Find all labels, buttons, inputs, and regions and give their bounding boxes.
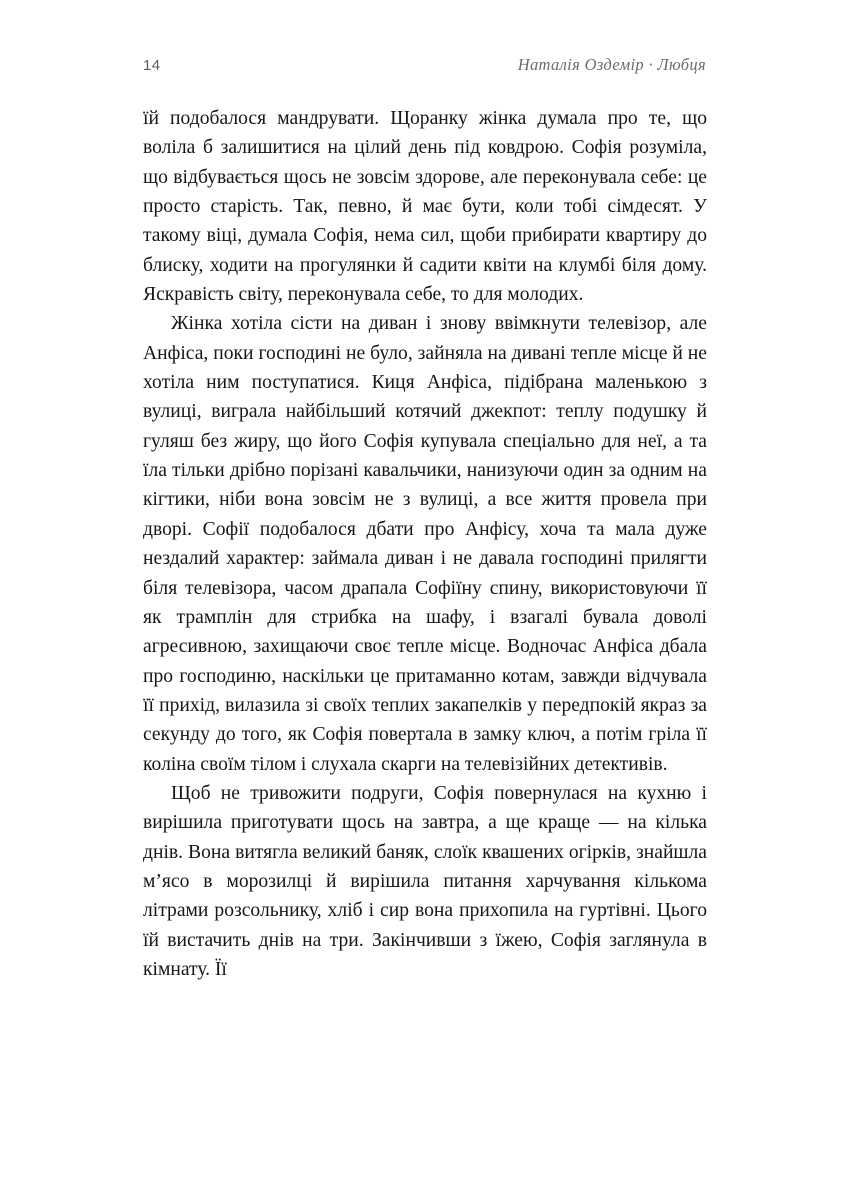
running-title: Наталія Оздемір · Любця bbox=[517, 55, 706, 74]
paragraph: Щоб не тривожити подруги, Софія повернулася на кухню і вирішила приготувати щось на завтра, а ще краще — на кілька днів. Вона витягла великий баняк, слоїк квашених огірків, знайшла м’ясо в морозилці й вирішила питання харчування кількома літрами розсольнику, хліб і сир вона прихопила на гуртівні. Цього їй вистачить днів на три. Закінчивши з їжею, Софія заглянула в кімнату. Її bbox=[143, 782, 707, 980]
paragraph: Жінка хотіла сісти на диван і знову ввімкнути телевізор, але Анфіса, поки господині не було, зайняла на дивані тепле місце й не хотіла ним поступатися. Киця Анфіса, підібрана маленькою з вулиці, виграла найбільший котячий джекпот: теплу подушку й гуляш без жиру, що його Софія купувала спеціально для неї, а та їла тільки дрібно порізані кавальчики, нанизуючи один за одним на кігтики, ніби вона зовсім не з вулиці, а все життя провела при дворі. Софії подобалося дбати про Анфісу, хоча та мала дуже нездалий характер: займала диван і не давала господині прилягти біля телевізора, часом драпала Софіїну спину, використовуючи її як трамплін для стрибка на шафу, і взагалі бувала доволі агресивною, захищаючи своє тепле місце. Водночас Анфіса дбала про господиню, наскільки це притаманно котам, завжди відчувала її прихід, вилазила зі своїх теплих закапелків у передпокій якраз за секунду до того, як Софія повертала в замку ключ, а потім гріла її коліна своїм тілом і слухала скарги на телевізійних детективів. bbox=[143, 313, 707, 775]
body-text-block bbox=[143, 104, 707, 984]
running-head bbox=[143, 57, 706, 81]
page-number: 14 bbox=[143, 57, 161, 74]
paragraph-continued: їй подобалося мандрувати. Щоранку жінка думала про те, що воліла б залишитися на цілий день під ковдрою. Софія розуміла, що відбувається щось не зовсім здорове, але переконувала себе: це просто старість. Так, певно, й має бути, коли тобі сімдесят. У такому віці, думала Софія, нема сил, щоби прибирати квартиру до блиску, ходити на прогулянки й садити квіти на клумбі біля дому. Яскравість світу, переконувала себе, то для молодих. bbox=[143, 108, 707, 306]
